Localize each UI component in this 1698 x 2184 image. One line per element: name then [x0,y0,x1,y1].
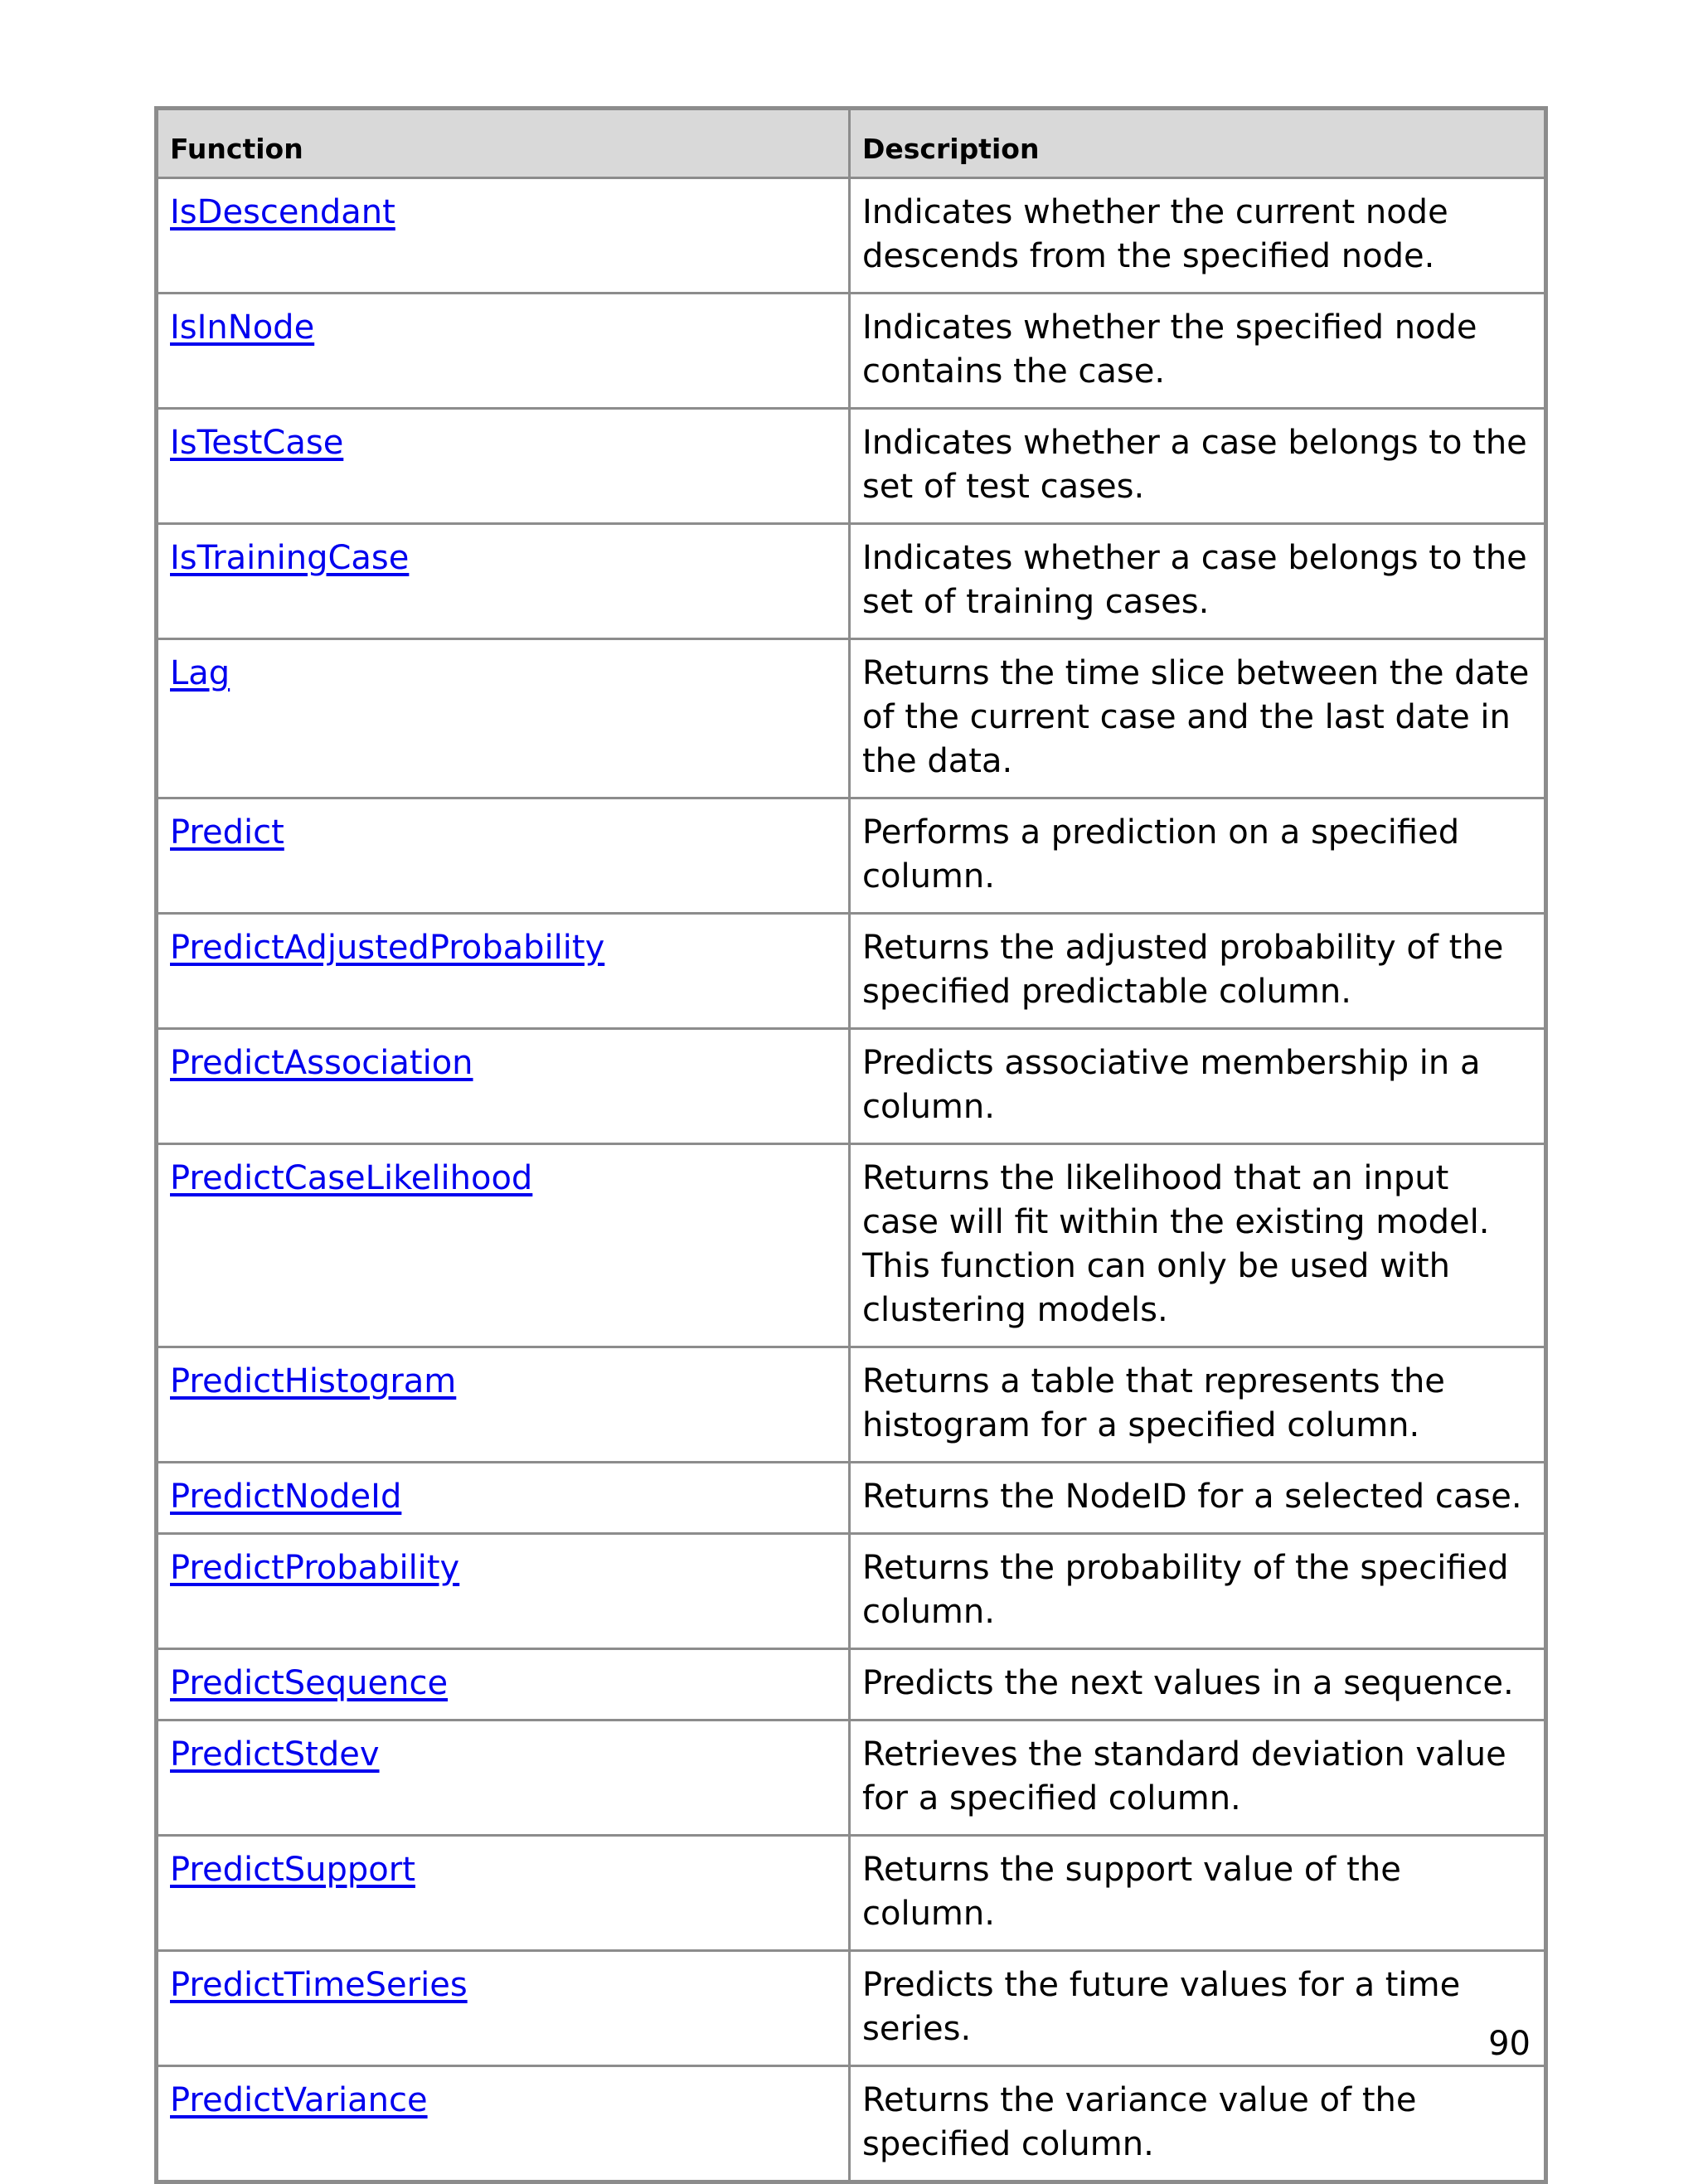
function-link[interactable]: PredictVariance [170,2081,428,2119]
function-cell [157,1534,850,1649]
table-row [157,1463,1546,1534]
function-cell [157,294,850,409]
description-cell: Predicts associative membership in a column. [850,1029,1546,1144]
function-cell [157,1649,850,1721]
function-link[interactable]: PredictStdev [170,1735,380,1774]
function-link[interactable]: PredictSupport [170,1851,415,1889]
function-link[interactable]: PredictNodeId [170,1478,402,1516]
description-cell: Indicates whether the specified node contains the case. [850,294,1546,409]
function-link[interactable]: PredictCaseLikelihood [170,1159,533,1197]
table-body [157,178,1546,2182]
function-cell [157,1721,850,1836]
function-cell [157,639,850,798]
description-cell: Indicates whether a case belongs to the set of test cases. [850,409,1546,524]
description-cell: Returns the NodeID for a selected case. [850,1463,1546,1534]
table-row [157,1029,1546,1144]
function-link[interactable]: PredictAssociation [170,1044,473,1082]
table-row [157,2066,1546,2182]
table-row [157,639,1546,798]
function-link[interactable]: PredictTimeSeries [170,1966,468,2004]
function-link[interactable]: IsDescendant [170,193,395,231]
description-cell: Returns the variance value of the specified column. [850,2066,1546,2182]
description-cell: Returns a table that represents the histogram for a specified column. [850,1347,1546,1463]
function-link[interactable]: IsTrainingCase [170,539,410,577]
description-cell: Indicates whether the current node descends from the specified node. [850,178,1546,294]
table-row [157,1649,1546,1721]
function-cell [157,1347,850,1463]
function-link[interactable]: IsTestCase [170,424,344,462]
function-cell [157,178,850,294]
description-cell: Returns the time slice between the date of the current case and the last date in the data. [850,639,1546,798]
description-cell: Returns the support value of the column. [850,1836,1546,1951]
table-row [157,1144,1546,1347]
function-link[interactable]: PredictProbability [170,1549,460,1587]
table-row [157,798,1546,914]
table-row [157,1347,1546,1463]
function-cell [157,409,850,524]
function-link[interactable]: Lag [170,654,230,692]
description-cell: Indicates whether a case belongs to the set of training cases. [850,524,1546,639]
table-row [157,1951,1546,2066]
function-cell [157,1463,850,1534]
description-cell: Returns the probability of the specified column. [850,1534,1546,1649]
function-cell [157,524,850,639]
function-link[interactable]: PredictHistogram [170,1362,457,1400]
function-cell [157,798,850,914]
function-link[interactable]: Predict [170,813,284,852]
table-row [157,1721,1546,1836]
function-link[interactable]: IsInNode [170,308,315,347]
function-cell [157,1029,850,1144]
table-row [157,409,1546,524]
description-cell: Predicts the next values in a sequence. [850,1649,1546,1721]
description-cell: Predicts the future values for a time series. [850,1951,1546,2066]
table-row [157,1534,1546,1649]
function-link[interactable]: PredictAdjustedProbability [170,929,605,967]
table-row [157,178,1546,294]
table-row [157,524,1546,639]
table-row [157,294,1546,409]
header-function: Function [157,109,850,178]
functions-table [154,106,1548,2184]
table-row [157,1836,1546,1951]
function-cell [157,1144,850,1347]
description-cell: Retrieves the standard deviation value for a specified column. [850,1721,1546,1836]
table-header-row [157,109,1546,178]
function-cell [157,1836,850,1951]
function-cell [157,2066,850,2182]
function-cell [157,914,850,1029]
function-cell [157,1951,850,2066]
description-cell: Performs a prediction on a specified column. [850,798,1546,914]
function-link[interactable]: PredictSequence [170,1664,449,1702]
description-cell: Returns the adjusted probability of the specified predictable column. [850,914,1546,1029]
description-cell: Returns the likelihood that an input case will fit within the existing model. This function can only be used with clustering models. [850,1144,1546,1347]
table-row [157,914,1546,1029]
header-description: Description [850,109,1546,178]
page-number: 90 [1488,2025,1531,2063]
